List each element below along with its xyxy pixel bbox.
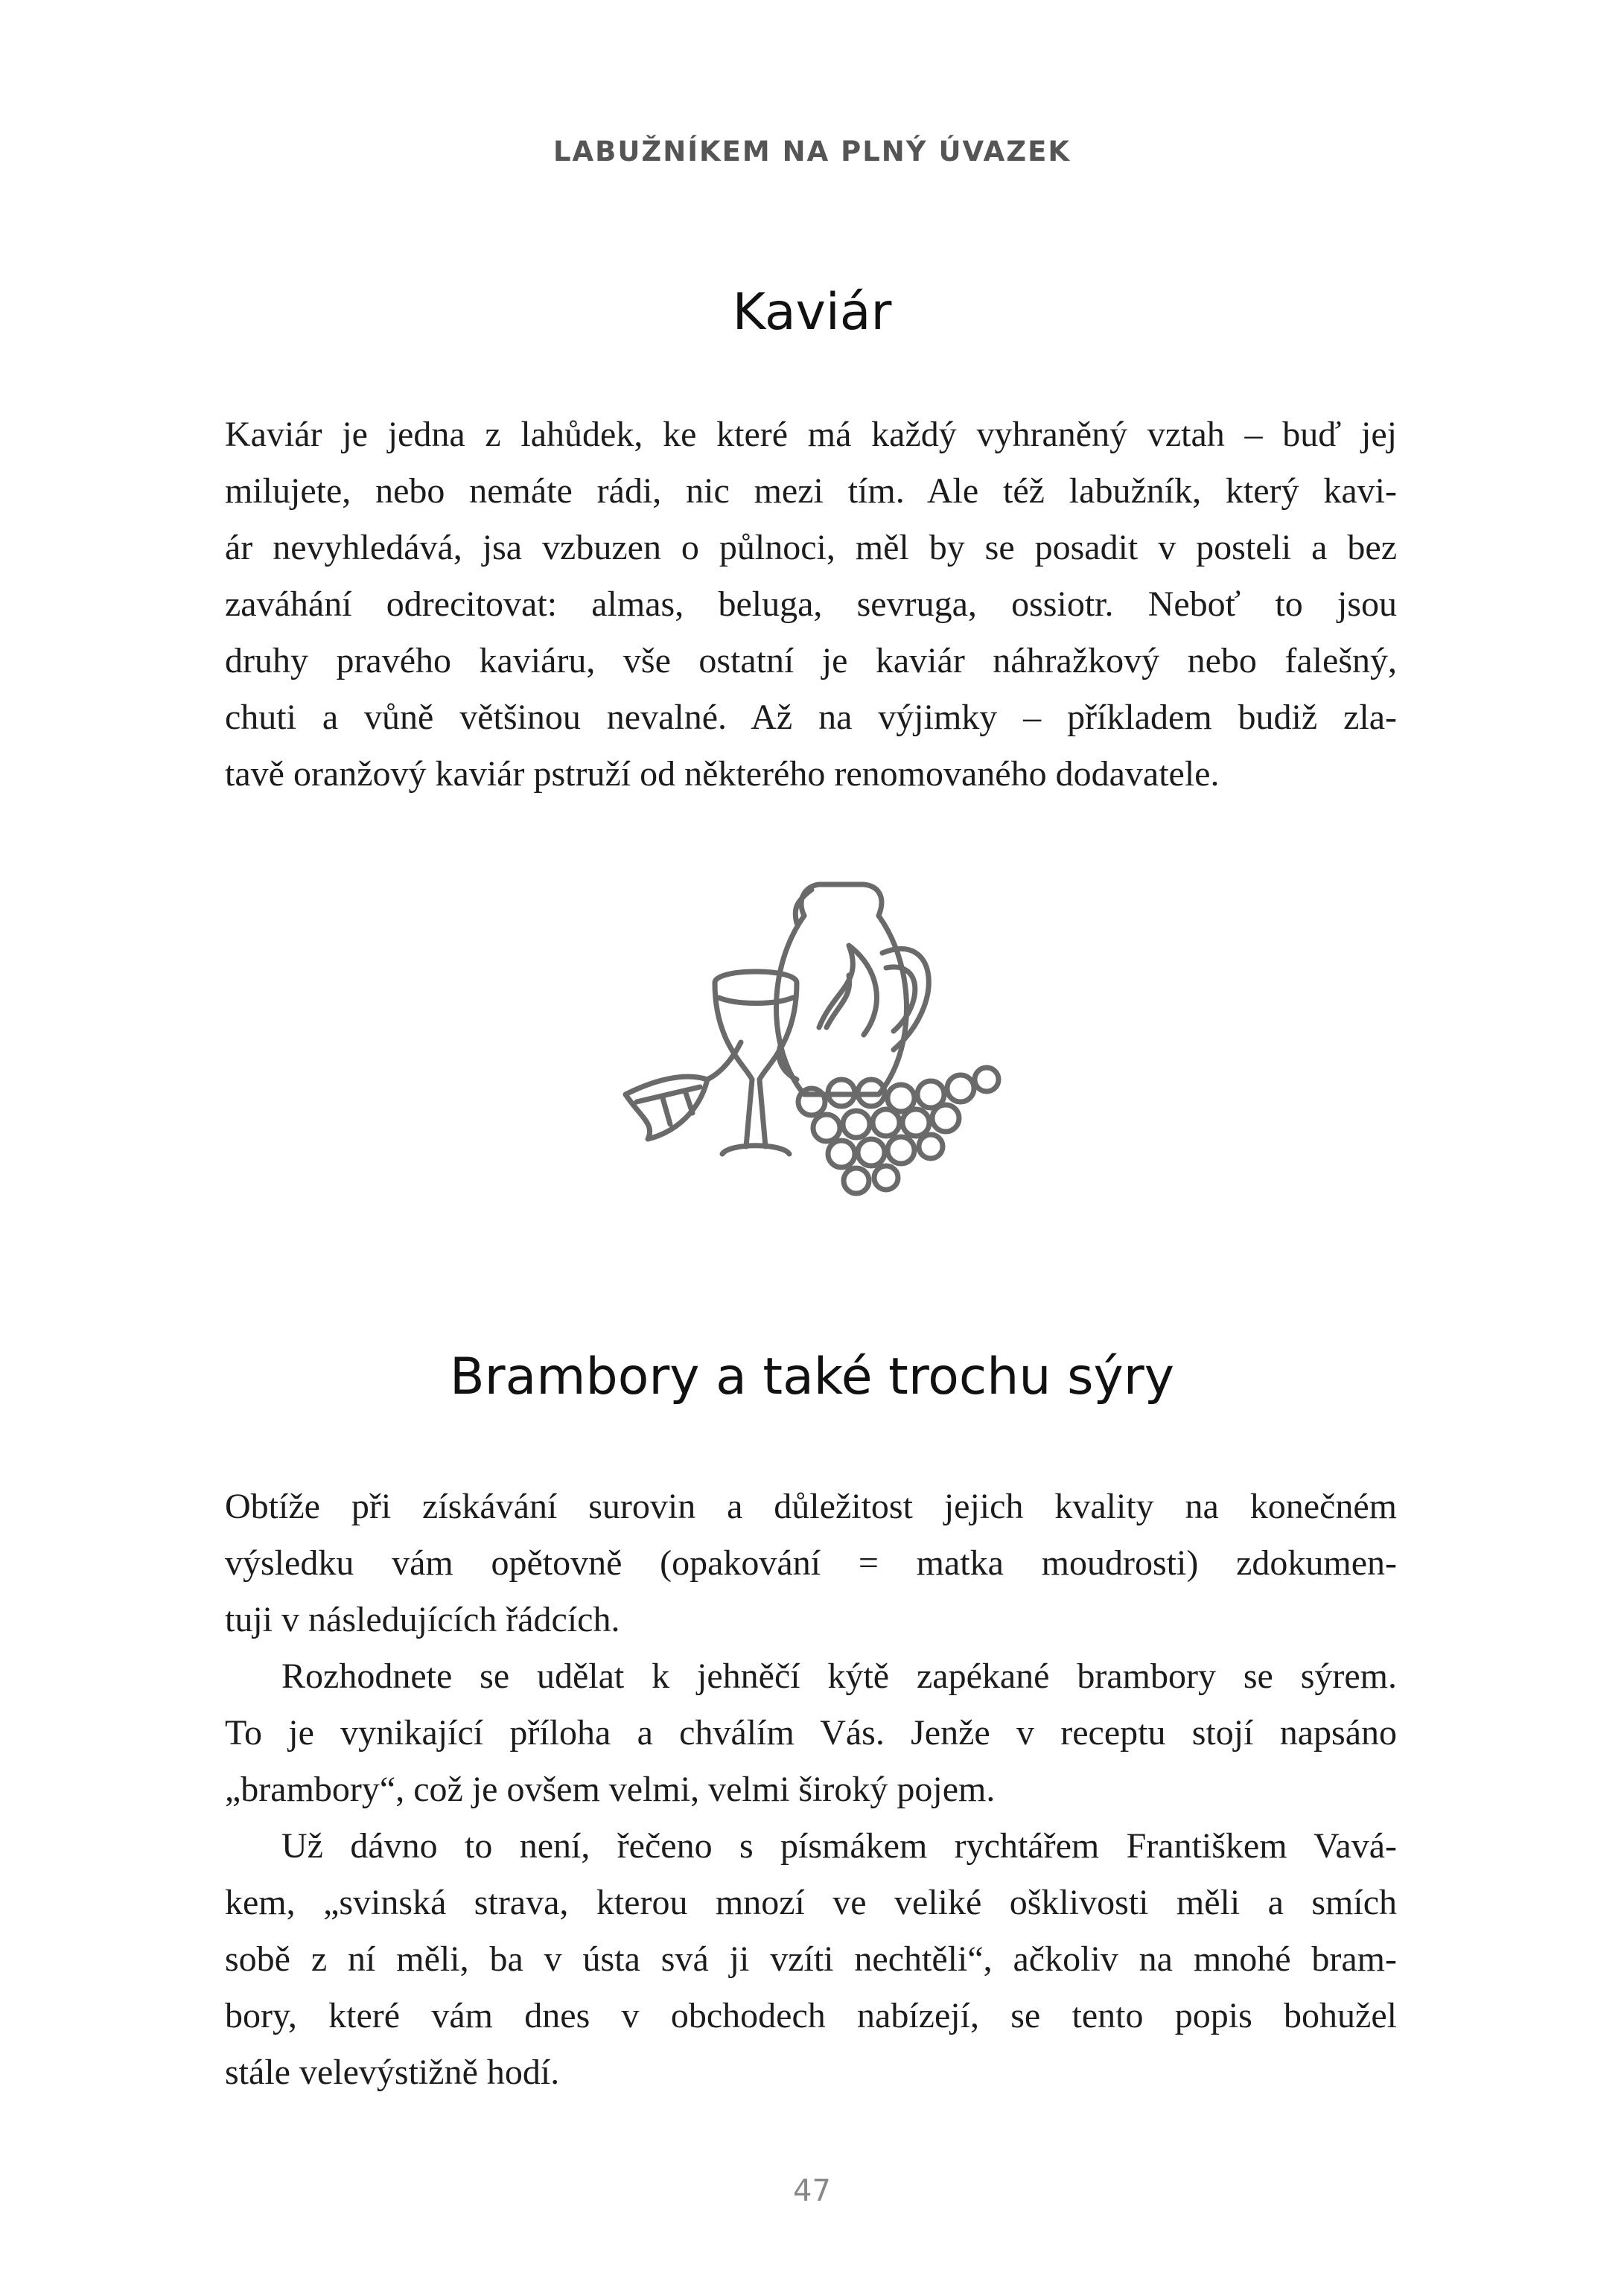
text-line: bory, které vám dnes v obchodech nabízejí, se tento popis bohužel [225,1996,1397,2035]
text-line: výsledku vám opětovně (opakování = matka moudrosti) zdokumen- [225,1543,1397,1583]
text-line: To je vynikající příloha a chválím Vás. Jenže v receptu stojí napsáno [225,1713,1397,1753]
paragraph [225,406,1397,803]
text-line: ár nevyhledává, jsa vzbuzen o půlnoci, měl by se posadit v posteli a bez [225,528,1397,567]
text-line: kem, „svinská strava, kterou mnozí ve veliké ošklivosti měli a smích [225,1883,1397,1922]
paragraph [225,1818,1397,2101]
text-line: milujete, nebo nemáte rádi, nic mezi tím. Ale též labužník, který kavi- [225,471,1397,511]
text-line: druhy pravého kaviáru, vše ostatní je kaviár náhražkový nebo falešný, [225,641,1397,680]
page-number: 47 [793,2174,831,2208]
section-title-kaviar: Kaviár [732,283,892,342]
text-line: Obtíže při získávání surovin a důležitost jejich kvality na konečném [225,1487,1397,1526]
section-body-brambory [225,1479,1397,2101]
text-line: Už dávno to není, řečeno s písmákem rychtářem Františkem Vavá- [281,1826,1397,1866]
text-line: stále velevýstižně hodí. [225,2053,560,2092]
text-line: zaváhání odrecitovat: almas, beluga, sevruga, ossiotr. Neboť to jsou [225,584,1397,624]
paragraph [225,1479,1397,1648]
still-life-jug-glass-grapes-icon [581,856,1057,1206]
text-line: „brambory“, což je ovšem velmi, velmi široký pojem. [225,1770,996,1809]
text-line: tuji v následujících řádcích. [225,1600,620,1639]
text-line: Kaviár je jedna z lahůdek, ke které má každý vyhraněný vztah – buď jej [225,415,1397,454]
text-line: chuti a vůně většinou nevalné. Až na výjimky – příkladem budiž zla- [225,698,1397,737]
text-line: sobě z ní měli, ba v ústa svá ji vzíti nechtěli“, ačkoliv na mnohé bram- [225,1939,1397,1979]
paragraph [225,1648,1397,1818]
section-title-brambory: Brambory a také trochu sýry [450,1348,1174,1406]
text-line: Rozhodnete se udělat k jehněčí kýtě zapékané brambory se sýrem. [281,1656,1397,1696]
running-head: LABUŽNÍKEM NA PLNÝ ÚVAZEK [553,135,1071,168]
section-body-kaviar [225,406,1397,803]
text-line: tavě oranžový kaviár pstruží od některého renomovaného dodavatele. [225,754,1220,794]
